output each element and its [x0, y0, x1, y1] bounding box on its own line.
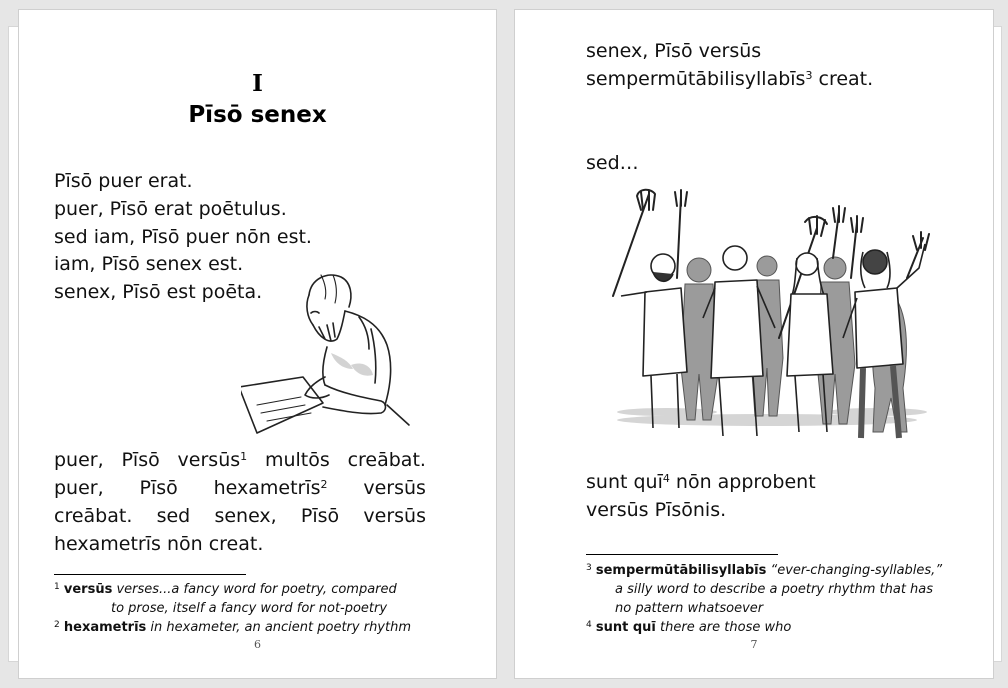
word: nōn approbent [669, 471, 816, 493]
footnote [586, 618, 791, 637]
word: Pīsō [139, 477, 178, 499]
right-page [514, 9, 994, 679]
word: versūs [363, 505, 426, 527]
footnote-term: versūs [63, 582, 113, 597]
footnote-number: 3 [586, 563, 592, 573]
page-stack-edge-right [994, 26, 1002, 662]
footnote-definition: to prose, itself a fancy word for not-poetry [111, 601, 388, 616]
word: hexametrīs [213, 477, 321, 499]
footnote-term: hexametrīs [63, 620, 147, 635]
text-line: puer, Pīsō erat poētulus. [54, 198, 287, 220]
footnote-ref: 3 [805, 69, 813, 82]
text-line [586, 470, 816, 494]
word: sed [156, 505, 191, 527]
text-line: sed… [586, 152, 639, 174]
footnote [54, 580, 397, 599]
text-line: iam, Pīsō senex est. [54, 253, 244, 275]
text-line: sed iam, Pīsō puer nōn est. [54, 226, 312, 248]
text-line: hexametrīs nōn creat. [54, 533, 264, 555]
footnote-definition: in hexameter, an ancient poetry rhythm [146, 620, 412, 635]
footnote [586, 561, 942, 580]
word: Pīsō [300, 505, 340, 527]
footnote-definition: there are those who [655, 620, 792, 635]
text-line-justified [54, 504, 426, 528]
footnote-definition: “ever-changing-syllables,” [766, 563, 943, 578]
page-number: 6 [254, 638, 261, 651]
word: creat. [812, 68, 874, 90]
footnote-number: 2 [54, 620, 60, 630]
text-line [586, 67, 873, 91]
text-line: Pīsō puer erat. [54, 170, 193, 192]
footnote-number: 4 [586, 620, 592, 630]
poet-reading-illustration [241, 265, 421, 435]
footnote-definition: verses...a fancy word for poetry, compared [112, 582, 397, 597]
footnote-ref: 1 [240, 450, 248, 463]
word: puer, [54, 449, 104, 471]
footnote-ref: 2 [320, 478, 328, 491]
word: puer, [54, 477, 104, 499]
footnote-continuation [615, 580, 933, 599]
word: versūs [363, 477, 426, 499]
chapter-numeral: I [252, 70, 263, 97]
footnote-term: sunt quī [595, 620, 656, 635]
word: versūs [177, 449, 241, 471]
word: creābat. [347, 449, 426, 471]
word: sempermūtābilisyllabīs [586, 68, 806, 90]
chapter-title: Pīsō senex [188, 102, 327, 128]
footnote-ref: 4 [662, 472, 670, 485]
footnote [54, 618, 411, 637]
word: creābat. [54, 505, 133, 527]
text-line-justified [54, 448, 426, 472]
footnote-definition: no pattern whatsoever [615, 601, 764, 616]
footnote-definition: a silly word to describe a poetry rhythm that has [615, 582, 934, 597]
footnote-continuation [615, 599, 763, 618]
footnote-term: sempermūtābilisyllabīs [595, 563, 767, 578]
word: Pīsō [121, 449, 160, 471]
word-with-footnote [178, 448, 248, 472]
page-stack-edge-left [8, 26, 18, 662]
word: multōs [264, 449, 330, 471]
text-line: versūs Pīsōnis. [586, 499, 727, 521]
footnote-number: 1 [54, 582, 60, 592]
left-page [18, 9, 497, 679]
footnote-rule [54, 574, 246, 575]
footnote-continuation [111, 599, 387, 618]
page-number: 7 [750, 638, 758, 651]
footnote-rule [586, 554, 778, 555]
text-line: senex, Pīsō est poēta. [54, 281, 263, 303]
text-line: senex, Pīsō versūs [586, 40, 762, 62]
angry-crowd-illustration [607, 188, 937, 450]
word: senex, [214, 505, 277, 527]
text-line-justified [54, 476, 426, 500]
word: sunt quī [586, 471, 663, 493]
word-with-footnote [214, 476, 328, 500]
